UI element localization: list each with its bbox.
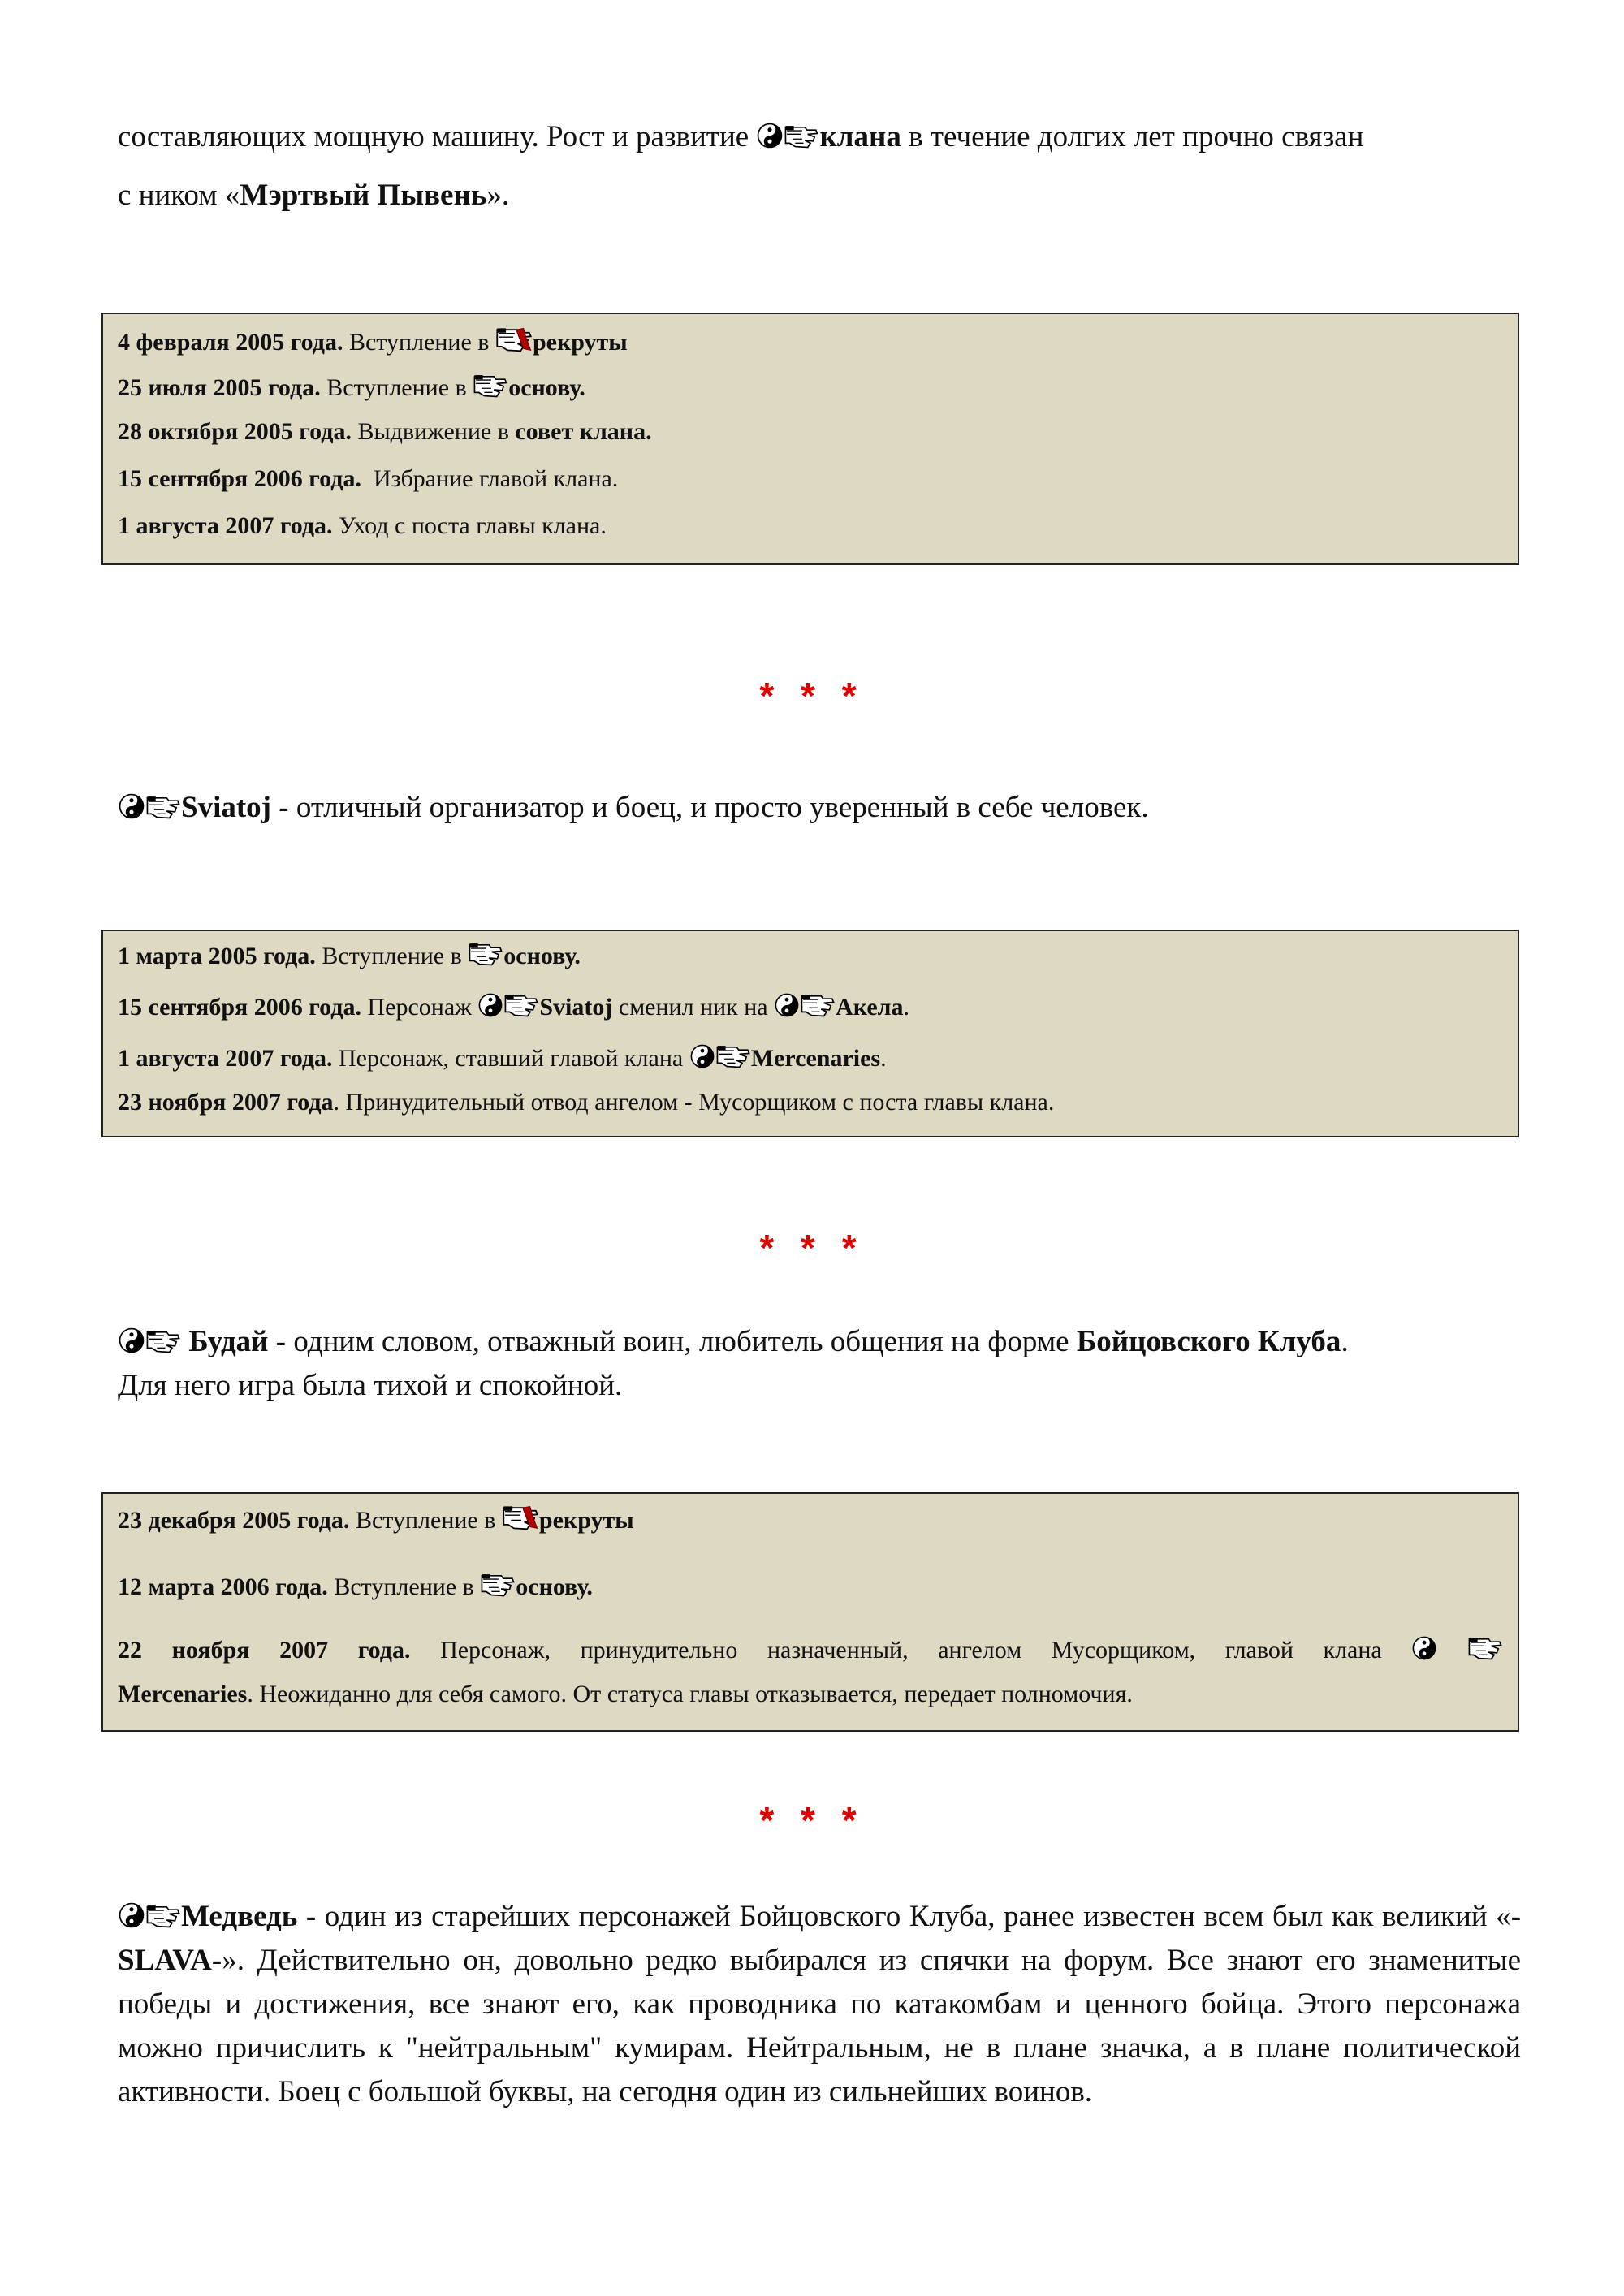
timeline-row	[118, 371, 1503, 402]
event-link: рекруты	[532, 329, 628, 356]
event-date: 1 августа 2007 года.	[118, 1045, 333, 1072]
event-text: Вступление в	[326, 374, 467, 401]
clan-hands-icon	[503, 990, 539, 1018]
yin-yang-icon	[774, 992, 800, 1018]
intro-paragraph-line2	[118, 174, 1521, 218]
timeline-row	[118, 1681, 1503, 1708]
timeline-row	[118, 512, 1503, 540]
intro-text-2: в течение долгих лет прочно связан	[909, 120, 1364, 153]
timeline-row	[118, 990, 1503, 1021]
event-link: основу.	[508, 374, 585, 401]
event-text: Вступление в	[334, 1573, 474, 1600]
yin-yang-icon	[118, 1327, 145, 1354]
yin-yang-icon	[118, 1901, 145, 1929]
event-text: Выдвижение в	[357, 418, 509, 445]
event-date: 28 октября 2005 года.	[118, 418, 352, 445]
section-divider: * * *	[759, 1227, 865, 1269]
event-date: 1 августа 2007 года.	[118, 512, 333, 539]
timeline-box-3	[102, 1492, 1519, 1732]
clan-hands-icon	[145, 1327, 181, 1354]
yin-yang-icon	[477, 992, 503, 1018]
event-date: 15 сентября 2006 года.	[118, 994, 361, 1021]
event-date: 23 ноября 2007 года	[118, 1089, 334, 1116]
timeline-row	[118, 418, 1503, 446]
event-date: 25 июля 2005 года.	[118, 374, 321, 401]
event-date: 4 февраля 2005 года.	[118, 329, 343, 356]
timeline-box-1	[102, 313, 1519, 565]
clan-hands-icon	[473, 371, 508, 399]
event-text: Избрание главой клана.	[373, 465, 619, 492]
timeline-row	[118, 324, 1503, 356]
club-name: Бойцовского Клуба	[1076, 1325, 1341, 1358]
recruit-hands-icon	[502, 1502, 539, 1531]
character-description: отличный организатор и боец, и просто уверенный в себе человек.	[296, 791, 1149, 824]
sviatoj-paragraph	[118, 786, 1521, 830]
event-date: 15 сентября 2006 года.	[118, 465, 361, 492]
timeline-row	[118, 1042, 1503, 1072]
nick-name: Мэртвый Пывень	[240, 179, 487, 212]
old-nick: Sviatoj	[539, 994, 613, 1021]
timeline-row	[118, 1634, 1503, 1664]
section-divider: * * *	[759, 675, 865, 717]
clan-hands-icon	[784, 122, 819, 149]
event-text: Персонаж	[367, 994, 472, 1021]
timeline-row	[118, 939, 1503, 970]
event-text: Персонаж, ставший главой клана	[339, 1045, 684, 1072]
character-description: одним словом, отважный воин, любитель общения на форме	[293, 1325, 1069, 1358]
clan-word: клана	[819, 120, 901, 153]
character-description-2: Для него игра была тихой и спокойной.	[118, 1369, 623, 1402]
event-text: Уход с поста главы клана.	[339, 512, 607, 539]
event-text: . Неожиданно для себя самого. От статуса главы отказывается, передает полномочия.	[247, 1681, 1133, 1707]
yin-yang-icon	[118, 792, 145, 820]
old-nick: -SLAVA-	[118, 1900, 1522, 1977]
period: .	[1341, 1325, 1349, 1358]
budai-paragraph	[118, 1320, 1521, 1364]
section-divider: * * *	[759, 1799, 865, 1841]
clan-hands-icon	[480, 1570, 516, 1598]
intro-text-4: ».	[486, 179, 510, 212]
character-name: Sviatoj -	[181, 791, 289, 824]
event-date: 1 марта 2005 года.	[118, 943, 316, 969]
clan-hands-icon	[1467, 1634, 1503, 1661]
character-name: Медведь -	[181, 1900, 317, 1933]
timeline-row	[118, 1089, 1503, 1116]
timeline-row	[118, 465, 1503, 493]
intro-text-1: составляющих мощную машину. Рост и развитие	[118, 120, 749, 153]
recruit-hands-icon	[495, 324, 533, 353]
event-link: совет клана.	[515, 418, 652, 445]
event-date: 22 ноября 2007 года.	[118, 1637, 411, 1664]
timeline-box-2	[102, 930, 1519, 1137]
event-text: Вступление в	[355, 1507, 496, 1534]
event-link: основу.	[503, 943, 581, 969]
clan-name: Mercenaries	[750, 1045, 881, 1072]
event-text: Вступление в	[348, 329, 490, 356]
clan-hands-icon	[715, 1042, 751, 1069]
clan-hands-icon	[145, 792, 181, 820]
clan-name: Mercenaries	[118, 1681, 248, 1707]
new-nick: Акела	[836, 994, 904, 1021]
yin-yang-icon	[756, 122, 784, 149]
event-date: 23 декабря 2005 года.	[118, 1507, 350, 1534]
clan-hands-icon	[468, 939, 503, 967]
period: .	[880, 1045, 887, 1072]
character-name: Будай -	[188, 1325, 287, 1358]
intro-paragraph	[118, 115, 1521, 159]
period: .	[903, 994, 909, 1021]
character-description: один из старейших персонажей Бойцовского Клуба, ранее известен всем был как великий «	[324, 1900, 1511, 1933]
event-text: . Принудительный отвод ангелом - Мусорщиком с поста главы клана.	[333, 1089, 1055, 1116]
budai-paragraph-line2	[118, 1364, 1521, 1408]
yin-yang-icon	[1411, 1635, 1437, 1661]
character-description-2: ». Действительно он, довольно редко выбирался из спячки на форум. Все знают его знаменитые победы и достижения, все знают его, как проводника по катакомбам и ценного бойца. Этого персонажа можно причислить к "нейтральным" кумирам. Нейтральным, не в плане значка, а в плане политической активности. Боец с большой буквы, на сегодня один из сильнейших воинов.	[118, 1944, 1521, 2108]
event-text: Персонаж, принудительно назначенный, ангелом Мусорщиком, главой клана	[440, 1637, 1382, 1664]
event-link: рекруты	[538, 1507, 634, 1534]
clan-hands-icon	[800, 990, 836, 1018]
event-link: основу.	[516, 1573, 593, 1600]
timeline-row	[118, 1502, 1503, 1534]
event-text-2: сменил ник на	[618, 994, 768, 1021]
intro-text-3: с ником «	[118, 179, 240, 212]
yin-yang-icon	[689, 1043, 715, 1069]
event-text: Вступление в	[322, 943, 462, 969]
clan-hands-icon	[145, 1901, 181, 1929]
timeline-row	[118, 1570, 1503, 1601]
medved-paragraph	[118, 1895, 1521, 2114]
event-date: 12 марта 2006 года.	[118, 1573, 328, 1600]
